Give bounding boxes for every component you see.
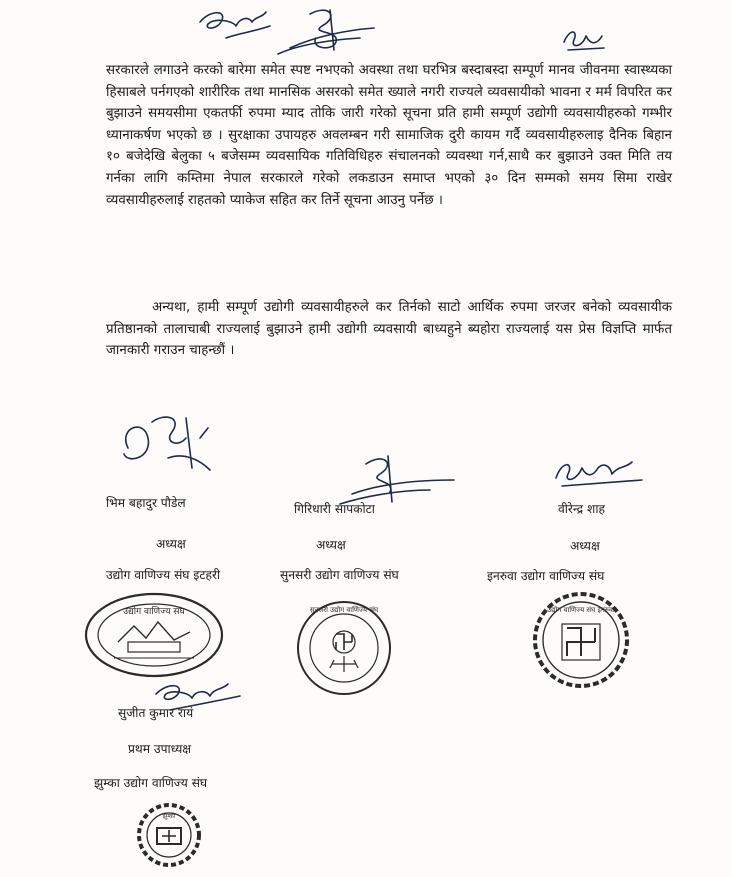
seal-jhumka-chamber xyxy=(136,802,202,868)
body-paragraph-2: अन्यथा, हामी सम्पूर्ण उद्योगी व्यवसायीहरुले कर तिर्नको साटो आर्थिक रुपमा जरजर बनेको व्यवसायीक प्रतिष्ठानको तालाचाबी राज्यलाई बुझाउने हामी उद्योगी व्यवसायी बाध्यहुने ब्यहोरा राज्यलाई यस प्रेस विज्ञप्ति मार्फत जानकारी गराउन चाहन्छौं । xyxy=(106,300,672,359)
signatory-organization: झुम्का उद्योग वाणिज्य संघ xyxy=(94,776,208,790)
signatory-position: अध्यक्ष xyxy=(156,537,186,551)
signatory-position: अध्यक्ष xyxy=(570,539,600,553)
seal-sunsari-chamber xyxy=(296,598,392,698)
signatory-position: अध्यक्ष xyxy=(316,538,346,552)
signature-birendra-shah xyxy=(552,452,652,492)
seal-jhumka-text: झुम्का xyxy=(162,813,176,820)
signatory-name: वीरेन्द्र शाह xyxy=(558,502,605,516)
seal-inaruwa-chamber xyxy=(532,590,630,690)
signatory-name: गिरिधारी सापकोटा xyxy=(294,502,375,516)
signatory-name: सुजीत कुमार रायं xyxy=(118,706,194,720)
seal-itahari-text: उद्योग वाणिज्य संघ xyxy=(123,607,185,617)
signatory-organization: इनरुवा उद्योग वाणिज्य संघ xyxy=(487,569,605,583)
seal-sunsari-text: सुनसरी उद्योग वाणिज्य संघ xyxy=(309,606,379,614)
top-signature-giridhari xyxy=(270,4,380,64)
body-paragraph-1: सरकारले लगाउने करको बारेमा समेत स्पष्ट नभएको अवस्था तथा घरभित्र बस्दाबस्दा सम्पूर्ण मानव जीवनमा स्वास्थ्यका हिसाबले पर्नगएको शारीरिक तथा मानसिक असरको समेत ख्याले नगरी राज्यले व्यवसायीको भावना र मर्म विपरित कर बुझाउने समयसीमा एकतर्फी रुपमा म्याद तोकि जारी गरेको सूचना प्रति हामी सम्पूर्ण उद्योगी व्यवसायीहरुको गम्भीर ध्यानाकर्षण भएको छ । सुरक्षाका उपायहरु अवलम्बन गरी सामाजिक दुरी कायम गर्दै व्यवसायीहरुलाइ दैनिक बिहान १० बजेदेखि बेलुका ५ बजेसम्म व्यवसायिक गतिविधिहरु संचालनको व्यवस्था गर्न,साथै कर बुझाउने उक्त मिति तय गर्नका लागि कम्तिमा नेपाल सरकारले गरेको लकडाउन समाप्त भएको ३० दिन सम्मको समय सिमा राखेर व्यवसायीहरुलाई राहतको प्याकेज सहित कर तिर्ने सूचना आउनु पर्नेछ । xyxy=(106,63,672,208)
signatory-position: प्रथम उपाध्यक्ष xyxy=(128,742,192,756)
signatory-name: भिम बहादुर पौडेल xyxy=(106,496,186,510)
top-signature-birendra xyxy=(560,22,610,56)
signatory-organization: सुनसरी उद्योग वाणिज्य संघ xyxy=(280,568,399,582)
signatory-organization: उद्योग वाणिज्य संघ इटहरी xyxy=(106,568,221,582)
seal-itahari-chamber xyxy=(84,592,224,678)
top-signature-sujit xyxy=(196,4,276,54)
seal-inaruwa-text: उद्योग वाणिज्य संघ इनरुवा xyxy=(547,606,615,614)
signature-bhim-bahadur xyxy=(108,408,218,488)
